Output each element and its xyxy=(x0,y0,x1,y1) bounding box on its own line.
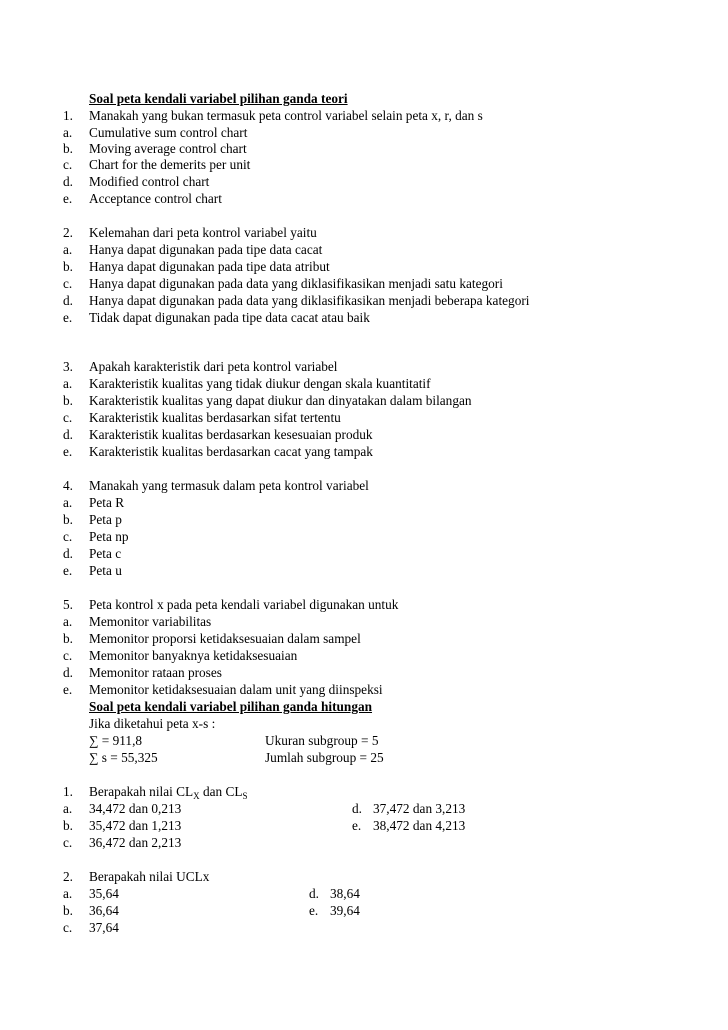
question-number: 5. xyxy=(63,597,73,612)
question-text: Berapakah nilai $CL_X$ dan $CL_S$ xyxy=(89,784,248,801)
given-sum-x: ∑ = 911,8 xyxy=(89,733,143,748)
given-sum-s: ∑ s = 55,325 xyxy=(89,750,158,765)
question-number: 4. xyxy=(63,478,73,493)
document-page: Soal peta kendali variabel pilihan ganda teori 1. Manakah yang bukan termasuk peta control variabel selain peta x, r, dan s a. Cumulative sum control chart b. Moving average control chart c. Chart for the demerits per unit d. Modified control chart e. Acceptance control chart 2. Kelemahan dari peta kontrol variabel yaitu a. Hanya dapat digunakan pada tipe data cacat b. Hanya dapat digunakan pada tipe data atribut c. Hanya dapat digunakan pada data yang diklasifikasikan menjadi satu kategori d. Hanya dapat digunakan pada data yang diklasifikasikan menjadi beberapa kategori e. Tidak dapat digunakan pada tipe data cacat atau baik 3. Apakah karakteristik dari peta kontrol variabel a. Karakteristik kualitas yang tidak diukur dengan skala kuantitatif b. Karakteristik kualitas yang dapat diukur dan dinyatakan dalam bilangan c. Karakteristik kualitas berdasarkan sifat tertentu d. Karakteristik kualitas berdasarkan kesesuaian produk e. Karakteristik kualitas berdasarkan cacat yang tampak 4. Manakah yang termasuk dalam peta kontrol variabel a. Peta R b. Peta p c. Peta np d. Peta c e. Peta u 5. Peta kontrol x pada peta kendali variabel digunakan untuk a. Memonitor variabilitas b. Memonitor proporsi ketidaksesuaian dalam sampel c. Memonitor banyaknya ketidaksesuaian d. Memonitor rataan proses e. Memonitor ketidaksesuaian dalam unit yang diinspeksi Soal peta kendali variabel pilihan ganda hitungan Jika diketahui peta x-s : ∑ = 911,8 Ukuran subgroup = 5 ∑ s = 55,325 Jumlah subgroup = 25 1. Berapakah nilai $CL_X$ dan $CL_S$ a. 34,472 dan 0,213 d. 37,472 dan 3,213 b. 35,472 dan 1,213 e. 38,472 dan 4,213 c. 36,472 dan 2,213 2. Berapakah nilai UCLx a. 35,64 d. 38,64 b. 36,64 e. 39,64 c. 37,64 xyxy=(63,91,530,935)
question-text: Peta kontrol x pada peta kendali variabel digunakan untuk xyxy=(89,597,399,612)
question-text: Manakah yang bukan termasuk peta control variabel selain peta x, r, dan s xyxy=(89,108,483,123)
subgroup-count: Jumlah subgroup = 25 xyxy=(265,750,384,765)
question-number: 3. xyxy=(63,359,73,374)
question-text: Kelemahan dari peta kontrol variabel yaitu xyxy=(89,225,317,240)
question-text: Manakah yang termasuk dalam peta kontrol variabel xyxy=(89,478,369,493)
question-number: 1. xyxy=(63,108,73,123)
question-number: 1. xyxy=(63,784,73,799)
question-number: 2. xyxy=(63,869,73,884)
subgroup-size: Ukuran subgroup = 5 xyxy=(265,733,379,748)
question-text: Berapakah nilai UCLx xyxy=(89,869,210,884)
question-text: Apakah karakteristik dari peta kontrol variabel xyxy=(89,359,338,374)
question-number: 2. xyxy=(63,225,73,240)
